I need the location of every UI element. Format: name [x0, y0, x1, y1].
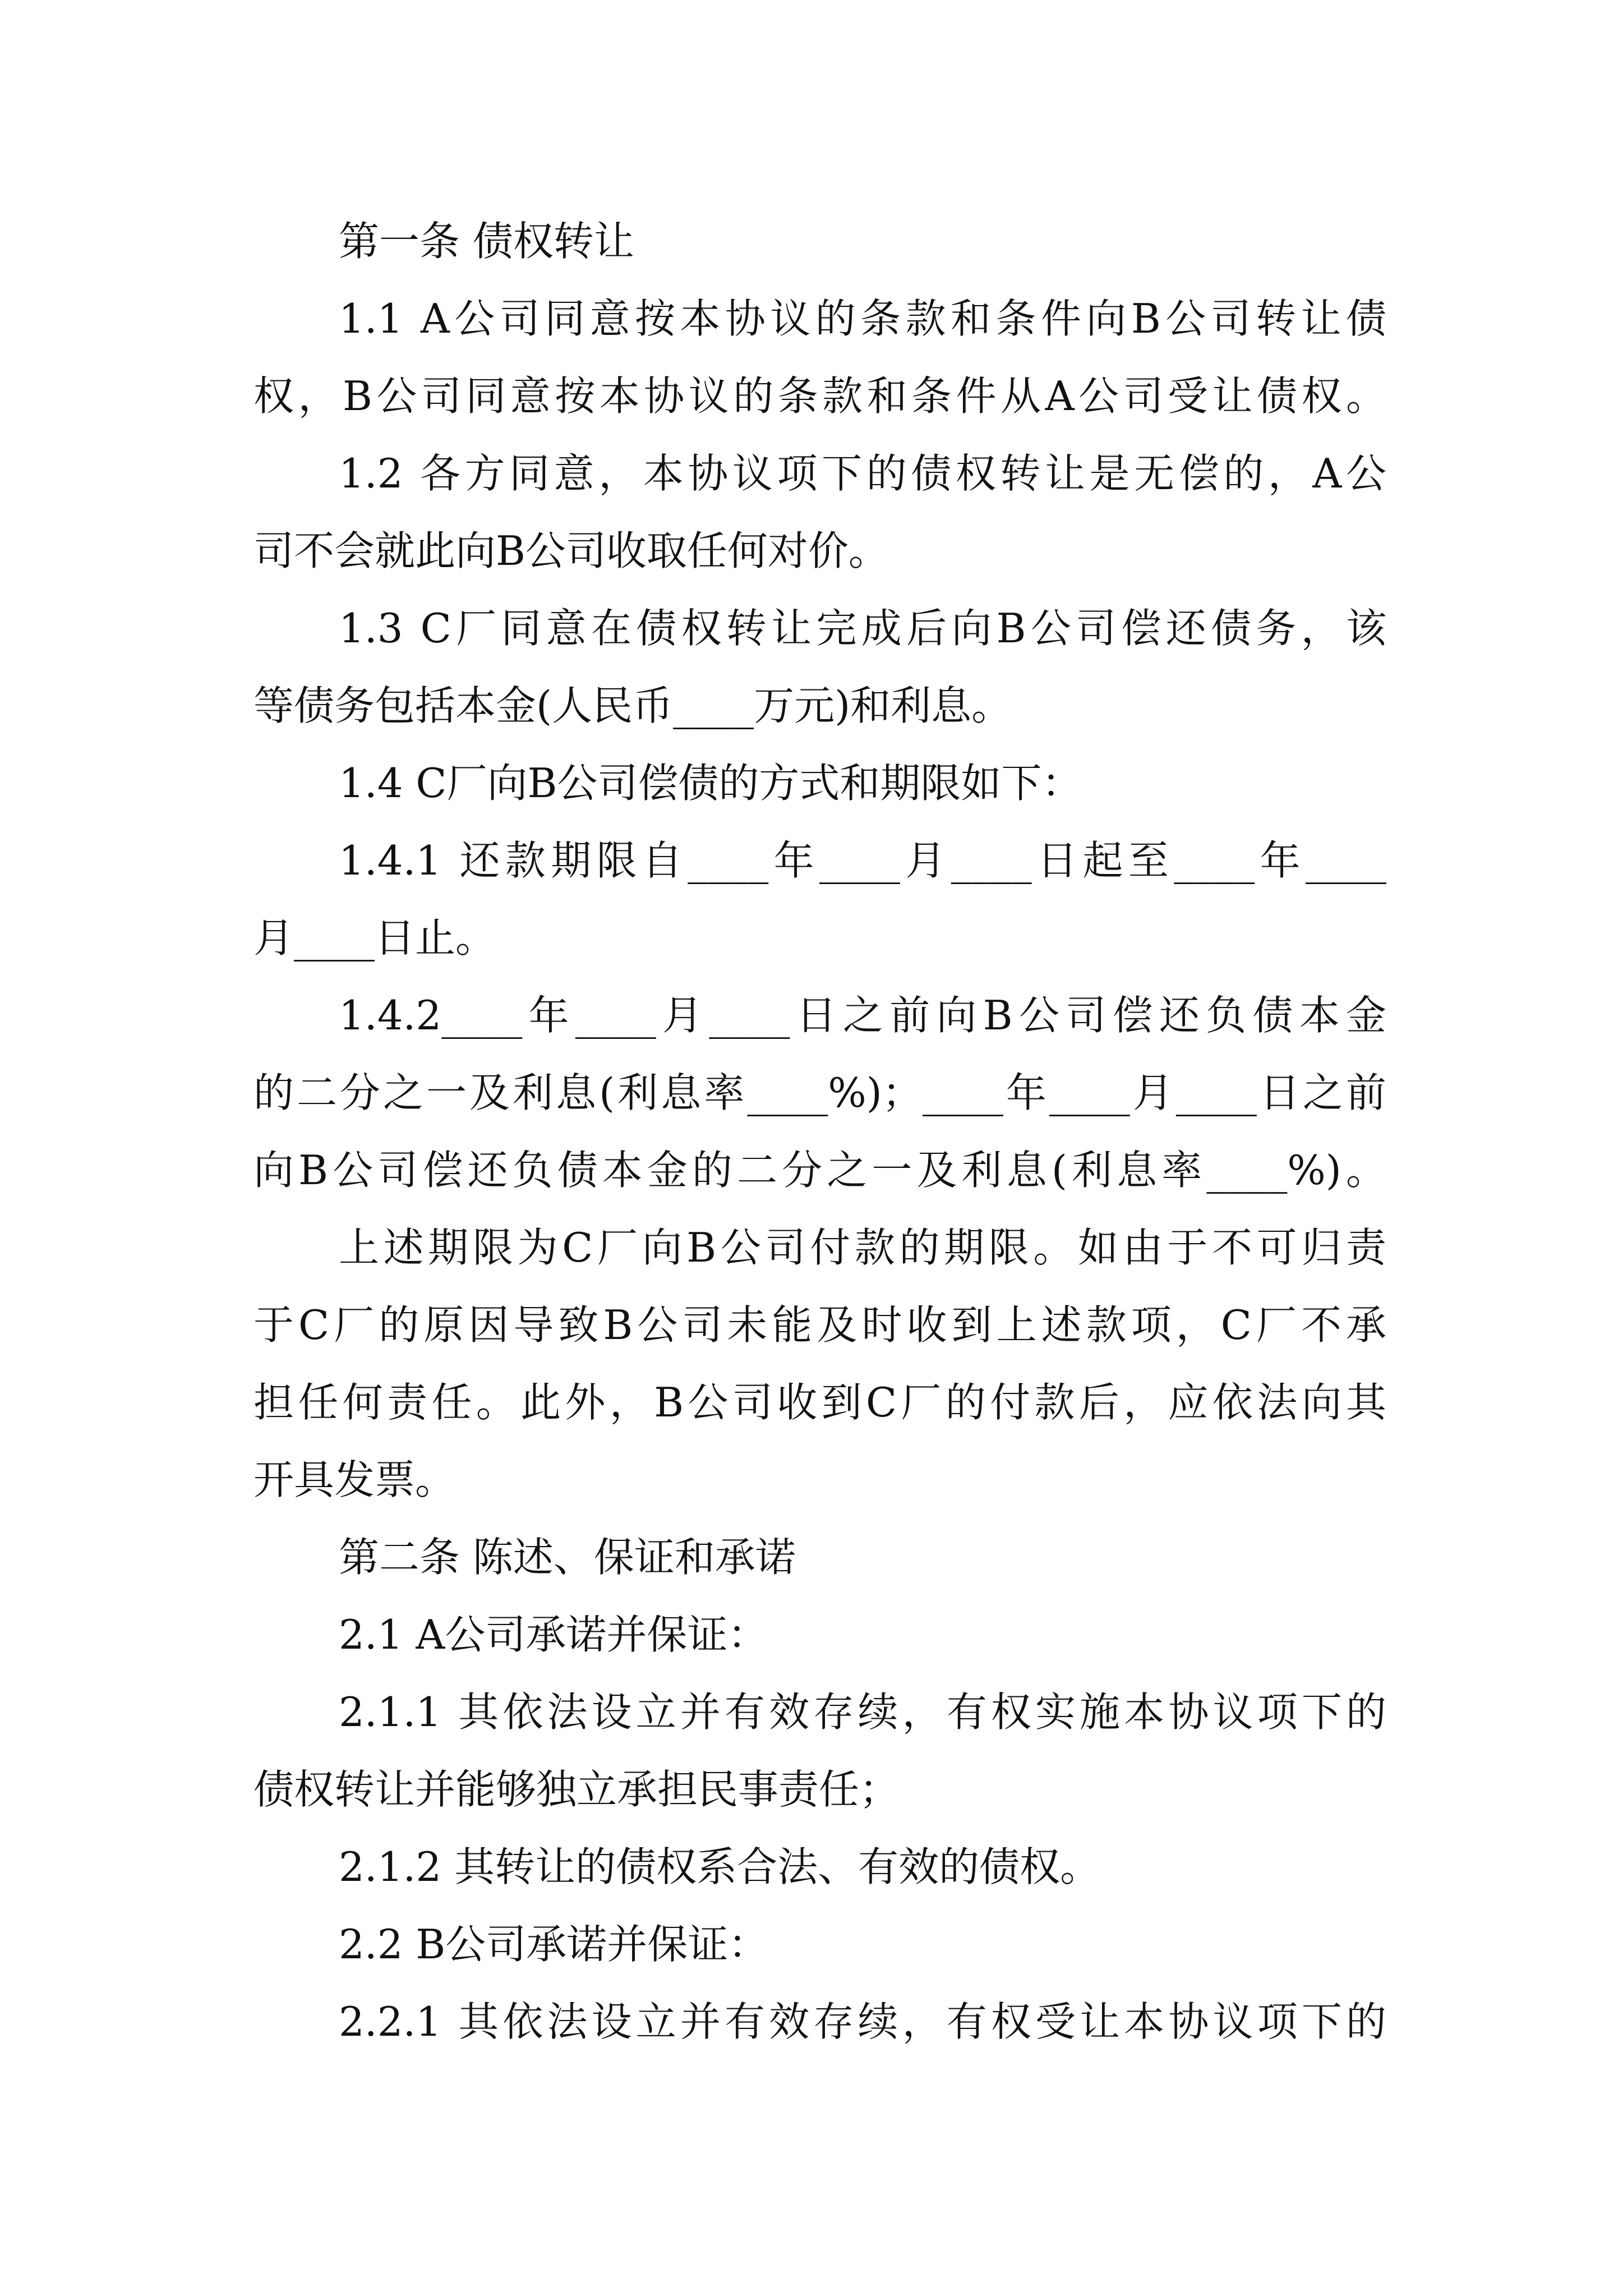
clause-2-1-1-line-2: 债权转让并能够独立承担民事责任； — [253, 1766, 900, 1813]
clause-2-2-1-line-1: 2.2.1 其依法设立并有效存续，有权受让本协议项下的 — [339, 1998, 1386, 2045]
payment-note-line-4: 开具发票。 — [253, 1456, 456, 1503]
clause-2-1-2: 2.1.2 其转让的债权系合法、有效的债权。 — [339, 1843, 1101, 1890]
clause-1-4-2-line-1: 1.4.2____年____月____日之前向B公司偿还负债本金 — [339, 992, 1386, 1039]
clause-1-2-line-1: 1.2 各方同意，本协议项下的债权转让是无偿的，A公 — [339, 450, 1386, 497]
clause-1-4-1-line-2: 月____日止。 — [253, 914, 496, 961]
clause-1-1-line-1: 1.1 A公司同意按本协议的条款和条件向B公司转让债 — [339, 295, 1386, 342]
clause-1-2-line-2: 司不会就此向B公司收取任何对价。 — [253, 527, 889, 574]
clause-1-4: 1.4 C厂向B公司偿债的方式和期限如下： — [339, 760, 1082, 807]
clause-1-4-1-line-1: 1.4.1 还款期限自____年____月____日起至____年____ — [339, 837, 1386, 884]
clause-1-3-line-2: 等债务包括本金(人民币____万元)和利息。 — [253, 682, 1012, 729]
clause-1-3-line-1: 1.3 C厂同意在债权转让完成后向B公司偿还债务，该 — [339, 605, 1386, 652]
clause-1-4-2-line-2: 的二分之一及利息(利息率____%)；____年____月____日之前 — [253, 1069, 1386, 1116]
clause-2-1-1-line-1: 2.1.1 其依法设立并有效存续，有权实施本协议项下的 — [339, 1688, 1386, 1736]
payment-note-line-2: 于C厂的原因导致B公司未能及时收到上述款项，C厂不承 — [253, 1301, 1386, 1349]
article-1-heading: 第一条 债权转让 — [339, 218, 634, 265]
clause-1-4-2-line-3: 向B公司偿还负债本金的二分之一及利息(利息率____%)。 — [253, 1147, 1386, 1194]
clause-2-1: 2.1 A公司承诺并保证： — [339, 1611, 768, 1658]
clause-2-2: 2.2 B公司承诺并保证： — [339, 1921, 769, 1968]
article-2-heading: 第二条 陈述、保证和承诺 — [339, 1534, 796, 1581]
payment-note-line-1: 上述期限为C厂向B公司付款的期限。如由于不可归责 — [339, 1224, 1386, 1271]
payment-note-line-3: 担任何责任。此外，B公司收到C厂的付款后，应依法向其 — [253, 1379, 1386, 1426]
clause-1-1-line-2: 权，B公司同意按本协议的条款和条件从A公司受让债权。 — [253, 372, 1386, 420]
